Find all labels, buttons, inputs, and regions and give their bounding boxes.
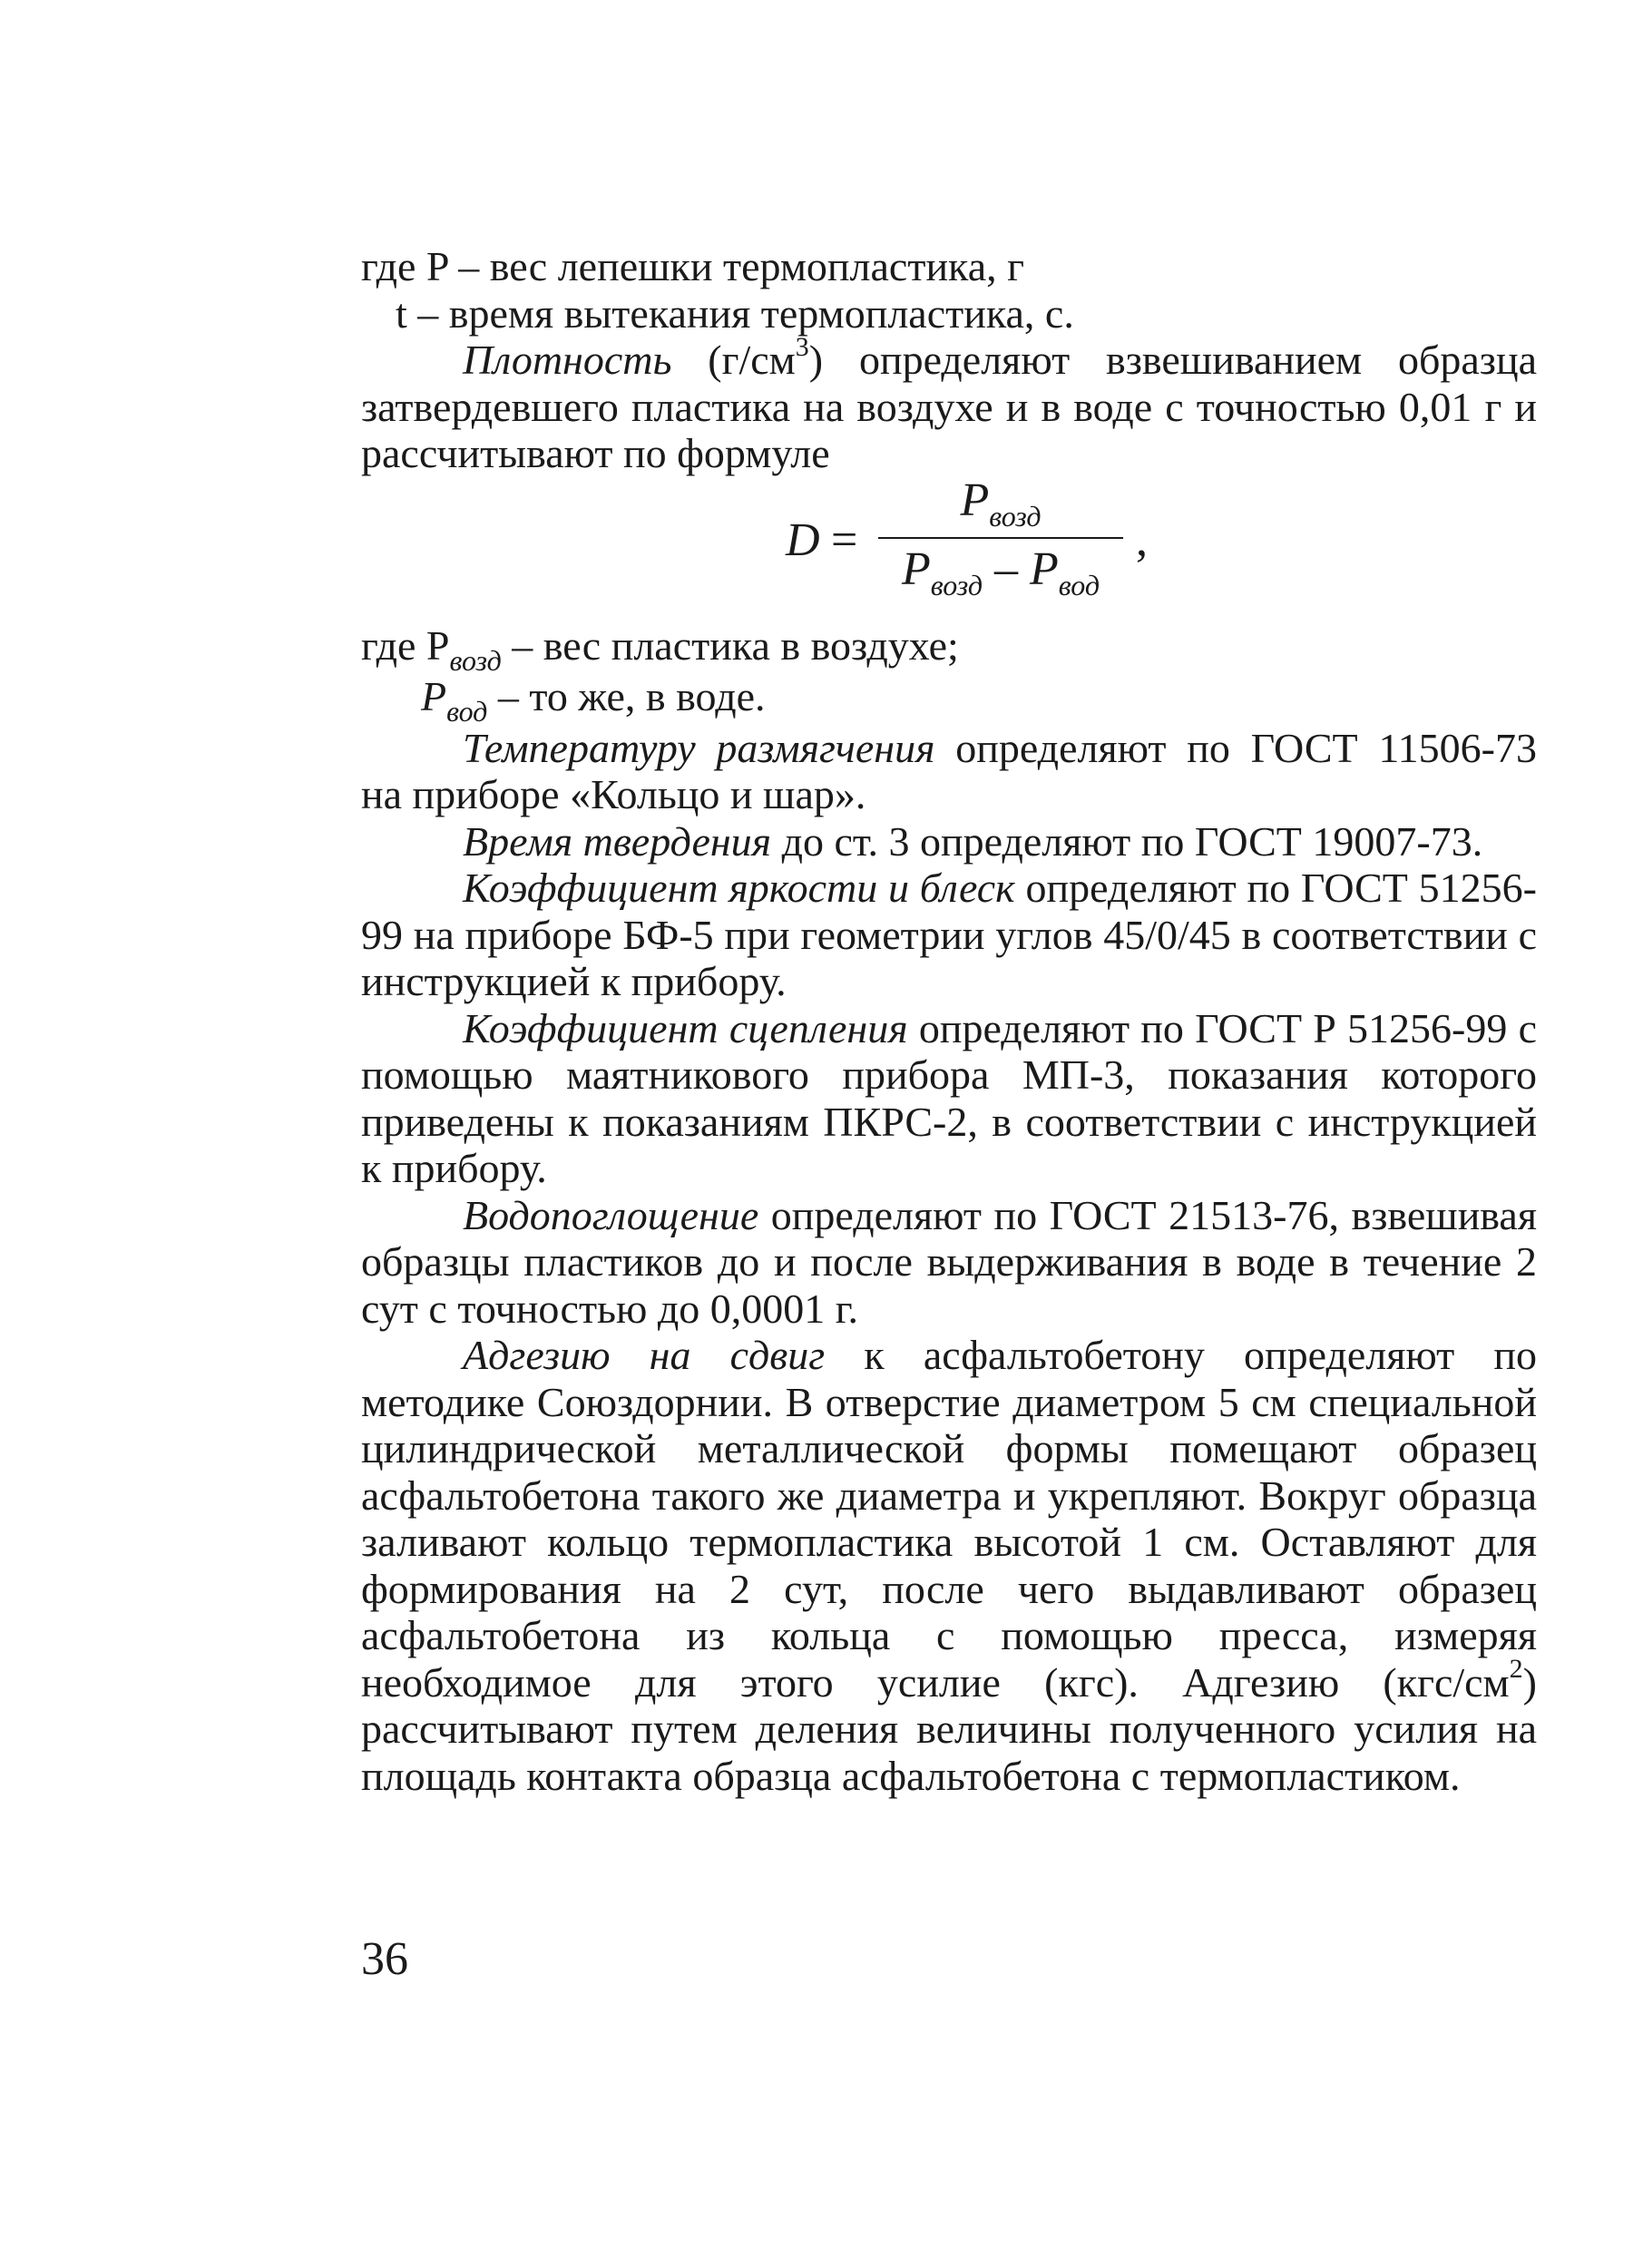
- where-p-line: где P – вес лепешки термопластика, г: [361, 243, 1024, 289]
- formula-comma: ,: [1136, 513, 1148, 566]
- formula-numerator: $P_{возд}$: [960, 474, 1042, 533]
- formula-denominator: $P_{возд} - P_{вод}$: [901, 543, 1100, 601]
- where-p-air-line: где $P_{возд}$ – вес пластика в воздухе;: [361, 621, 959, 677]
- where-t-line: t – время вытекания термопластика, с.: [396, 289, 1074, 337]
- density-formula: [361, 474, 1537, 622]
- fraction-bar: [878, 537, 1123, 539]
- term-density: Плотность: [463, 337, 672, 383]
- formula-equals: =: [831, 513, 858, 566]
- body-text: [361, 243, 1537, 1799]
- paragraph-brightness: Коэффициент яркости и блеск определяют по ГОСТ 51256-99 на приборе БФ-5 при геометрии углов 45/0/45 в соответствии с инструкцией к прибору.: [361, 865, 1537, 1004]
- paragraph-softening-temp: Температуру размягчения определяют по ГОСТ 11506-73 на приборе «Кольцо и шар».: [361, 724, 1537, 817]
- where-p-water-line: $P_{вод}$ – то же, в воде.: [421, 673, 766, 728]
- paragraph-grip: Коэффициент сцепления определяют по ГОСТ Р 51256-99 с помощью маятникового прибора МП-3, показания которого приведены к показаниям ПКРС-2, в соответствии с инструкцией к прибору.: [361, 1004, 1537, 1191]
- paragraph-density: Плотность $(г/см^3)$ определяют взвешиванием образца затвердевшего пластика на воздухе и в воде с точностью 0,01 г и рассчитывают по формуле: [361, 331, 1537, 476]
- page-number: 36: [361, 1933, 408, 1985]
- paragraph-hardening-time: Время твердения до ст. 3 определяют по ГОСТ 19007-73.: [463, 817, 1483, 865]
- paragraph-water-absorption: Водопоглощение определяют по ГОСТ 21513-76, взвешивая образцы пластиков до и после выдерживания в воде в течение 2 сут с точностью до 0,0001 г.: [361, 1191, 1537, 1332]
- formula-fraction: [878, 474, 1123, 601]
- paragraph-adhesion: Адгезию на сдвиг к асфальтобетону определяют по методике Союздорнии. В отверстие диаметром 5 см специальной цилиндрической металлической формы помещают образец асфальтобетона такого же диаметра и укрепляют. Вокруг образца заливают кольцо термопластика высотой 1 см. Оставляют для формирования на 2 сут, после чего выдавливают образец асфальтобетона из кольца с помощью пресса, измеряя необходимое для этого усилие (кгс). Адгезию $(кгс/см^2)$ рассчитывают путем деления величины полученного усилия на площадь контакта образца асфальтобетона с термопластиком.: [361, 1332, 1537, 1799]
- formula-lhs: D: [786, 513, 820, 566]
